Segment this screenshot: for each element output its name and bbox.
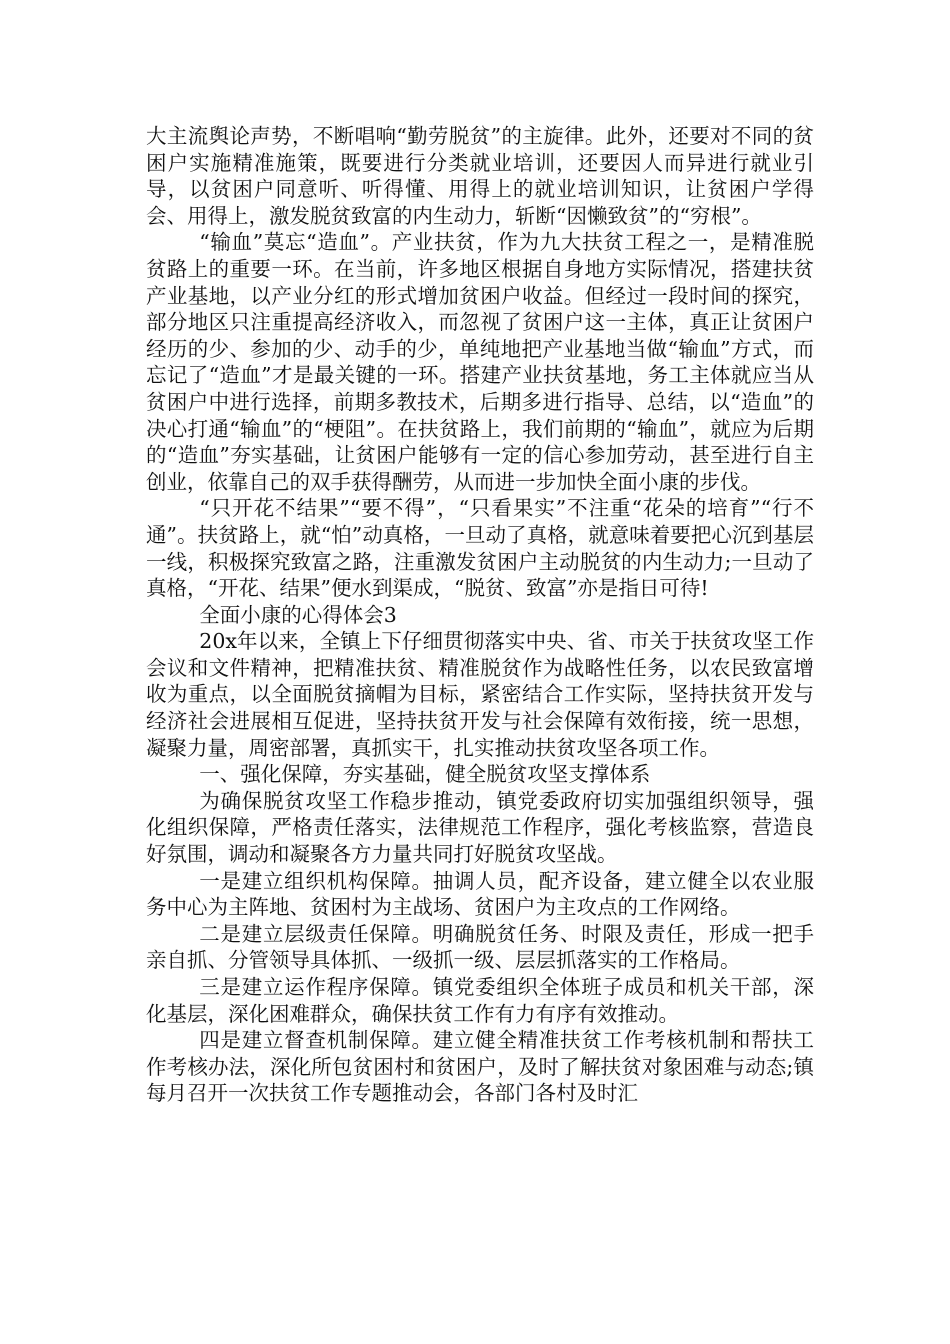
section-title: 全面小康的心得体会3 <box>199 602 397 627</box>
paragraph-item-4: 四是建立督查机制保障。建立健全精准扶贫工作考核机制和帮扶工作考核办法，深化所包贫困村和贫困户，及时了解扶贫对象困难与动态;镇每月召开一次扶贫工作专题推动会，各部门各村及时汇 <box>146 1028 814 1106</box>
paragraph-item-3: 三是建立运作程序保障。镇党委组织全体班子成员和机关干部，深化基层，深化困难群众，确保扶贫工作有力有序有效推动。 <box>146 975 814 1026</box>
paragraph-intro: 20x年以来，全镇上下仔细贯彻落实中央、省、市关于扶贫攻坚工作会议和文件精神，把精准扶贫、精准脱贫作为战略性任务，以农民致富增收为重点，以全面脱贫摘帽为目标，紧密结合工作实际，坚持扶贫开发与经济社会进展相互促进，坚持扶贫开发与社会保障有效衔接，统一思想，凝聚力量，周密部署，真抓实干，扎实推动扶贫攻坚各项工作。 <box>146 629 814 760</box>
document-body <box>146 123 814 1107</box>
paragraph-guarantee: 为确保脱贫攻坚工作稳步推动，镇党委政府切实加强组织领导，强化组织保障，严格责任落实，法律规范工作程序，强化考核监察，营造良好氛围，调动和凝聚各方力量共同打好脱贫攻坚战。 <box>146 788 814 867</box>
paragraph-continuation: 大主流舆论声势，不断唱响“勤劳脱贫”的主旋律。此外，还要对不同的贫困户实施精准施策，既要进行分类就业培训，还要因人而异进行就业引导，以贫困户同意听、听得懂、用得上的就业培训知识，让贫困户学得会、用得上，激发脱贫致富的内生动力，斩断“因懒致贫”的“穷根”。 <box>146 124 814 228</box>
paragraph-flowers-fruits: “只开花不结果”“要不得”，“只看果实”不注重“花朵的培育”“行不通”。扶贫路上，就“怕”动真格，一旦动了真格，就意味着要把心沉到基层一线，积极探究致富之路，注重激发贫困户主动脱贫的内生动力;一旦动了真格，“开花、结果”便水到渠成，“脱贫、致富”亦是指日可待! <box>146 496 814 601</box>
paragraph-item-1: 一是建立组织机构保障。抽调人员，配齐设备，建立健全以农业服务中心为主阵地、贫困村为主战场、贫困户为主攻点的工作网络。 <box>146 868 814 920</box>
paragraph-blood-transfusion: “输血”莫忘“造血”。产业扶贫，作为九大扶贫工程之一，是精准脱贫路上的重要一环。在当前，许多地区根据自身地方实际情况，搭建扶贫产业基地，以产业分红的形式增加贫困户收益。但经过一段时间的探究，部分地区只注重提高经济收入，而忽视了贫困户这一主体，真正让贫困户经历的少、参加的少、动手的少，单纯地把产业基地当做“输血”方式，而忘记了“造血”才是最关键的一环。搭建产业扶贫基地，务工主体就应当从贫困户中进行选择，前期多教技术，后期多进行指导、总结，以“造血”的决心打通“输血”的“梗阻”。在扶贫路上，我们前期的“输血”，就应为后期的“造血”夯实基础，让贫困户能够有一定的信心参加劳动，甚至进行自主创业，依靠自己的双手获得酬劳，从而进一步加快全面小康的步伐。 <box>146 230 814 494</box>
subsection-heading: 一、强化保障，夯实基础，健全脱贫攻坚支撑体系 <box>199 762 651 787</box>
paragraph-item-2: 二是建立层级责任保障。明确脱贫任务、时限及责任，形成一把手亲自抓、分管领导具体抓、一级抓一级、层层抓落实的工作格局。 <box>146 921 814 973</box>
